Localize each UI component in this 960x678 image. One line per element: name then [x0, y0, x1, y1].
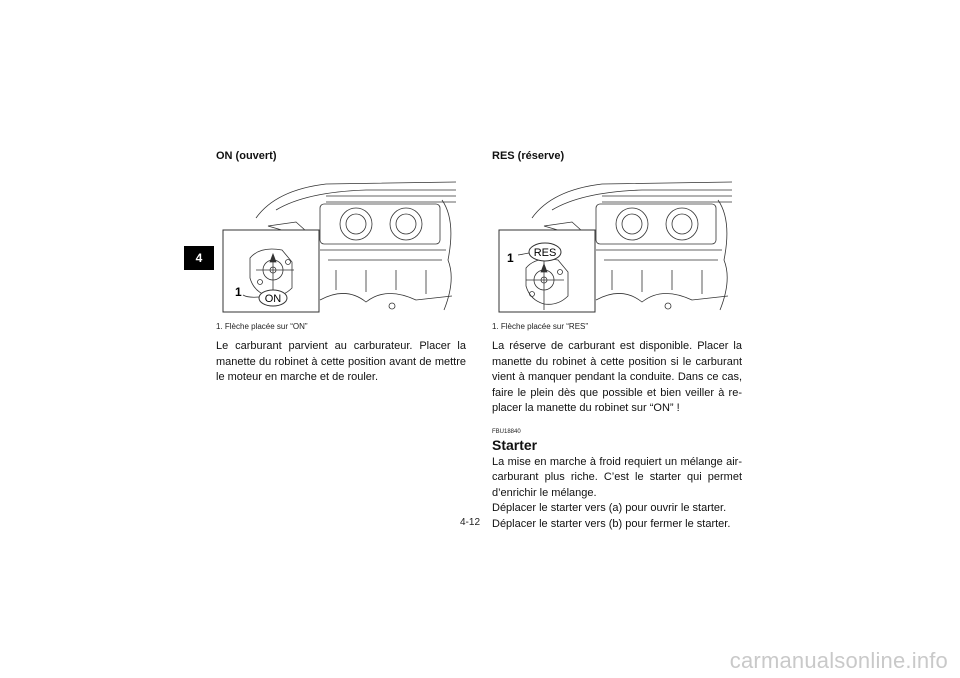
fuel-cock-res-drawing	[492, 170, 738, 316]
left-figure-label-text: ON	[264, 293, 282, 305]
right-figure-label-text: RES	[533, 247, 557, 259]
left-paragraph: Le carburant parvient au carburateur. Placer la manette du robinet à cette position avant de mettre le moteur en marche et de rouler.	[216, 340, 466, 383]
chapter-tab: 4	[184, 246, 214, 270]
left-caption: 1. Flèche placée sur “ON”	[216, 322, 308, 331]
left-figure-label-number: 1	[235, 285, 242, 299]
section-code: FBU18840	[492, 428, 521, 435]
right-column	[492, 150, 742, 532]
left-heading: ON (ouvert)	[216, 150, 277, 162]
fuel-cock-on-illustration	[216, 170, 462, 316]
fuel-cock-on-drawing	[216, 170, 462, 316]
starter-paragraph-3: Déplacer le starter vers (b) pour fermer le starter.	[492, 517, 731, 530]
right-caption: 1. Flèche placée sur “RES”	[492, 322, 589, 331]
fuel-cock-res-illustration	[492, 170, 738, 316]
right-figure-label-number: 1	[507, 251, 514, 265]
watermark: carmanualsonline.info	[729, 648, 948, 673]
right-paragraph: La réserve de carburant est disponible. Placer la manette du robinet à cette position si le carburant vient à manquer pendant la conduite. Dans ce cas, faire le plein dès que possible et bien veiller à re-placer la manette du robinet sur “ON” !	[492, 340, 742, 414]
left-column	[216, 150, 466, 386]
right-heading: RES (réserve)	[492, 150, 565, 162]
starter-paragraph-1: La mise en marche à froid requiert un mélange air-carburant plus riche. C’est le starter qui permet d’enrichir le mélange.	[492, 455, 742, 499]
section-title: Starter	[492, 436, 538, 453]
starter-paragraph-2: Déplacer le starter vers (a) pour ouvrir le starter.	[492, 502, 727, 514]
page-number: 4-12	[460, 517, 481, 528]
